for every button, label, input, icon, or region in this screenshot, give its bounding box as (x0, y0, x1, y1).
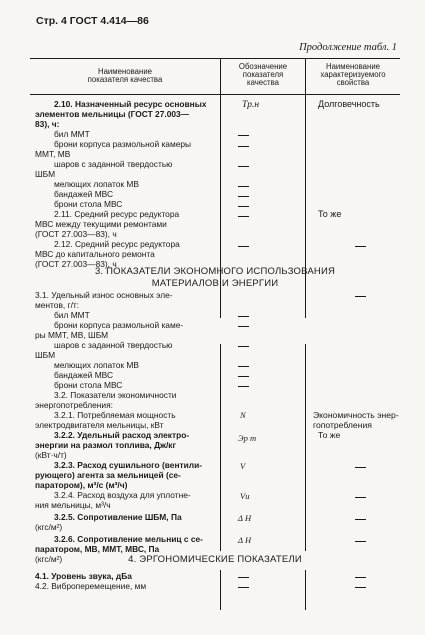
row-item: бандажей МВС (54, 370, 114, 380)
col-header-line: показателя (242, 70, 284, 79)
row-item-cont: ММТ, МВ (35, 149, 71, 159)
row-3-2-2-cont: энергии на размол топлива, Дж/кг (35, 440, 176, 450)
property-same: То же (318, 430, 341, 440)
symbol-air-flow: Vи (240, 491, 250, 501)
col-divider-1-b (220, 344, 221, 551)
row-3-2-6-cont: (кгс/м²) (35, 554, 63, 564)
row-2-10-cont: 83), ч: (35, 119, 60, 129)
section-3-title-line2: МАТЕРИАЛОВ И ЭНЕРГИИ (151, 278, 279, 289)
dash (355, 467, 366, 468)
col-header-line: Наименование (97, 67, 153, 76)
row-3-2-3: 3.2.3. Расход сушильного (вентили- (54, 460, 203, 470)
table-continuation-label: Продолжение табл. 1 (299, 42, 397, 53)
col-header-property (306, 63, 400, 87)
row-2-11: 2.11. Средний ресурс редуктора (54, 209, 180, 219)
dash (238, 326, 249, 327)
col-header-line: Наименование (325, 62, 381, 71)
dash (238, 316, 249, 317)
row-3-2: 3.2. Показатели экономичности (54, 390, 177, 400)
row-3-2-3-cont: рующего) агента за мельницей (се- (35, 470, 181, 480)
row-3-2-4-cont: ния мельницы, м³/ч (35, 500, 111, 510)
col-header-line: показателя качества (87, 75, 163, 84)
row-4-2: 4.2. Виброперемещение, мм (35, 581, 147, 591)
row-item: бил ММТ (54, 129, 90, 139)
dash (238, 386, 249, 387)
row-2-11-cont: МВС между текущими ремонтами (35, 219, 167, 229)
section-4-title: 4. ЭРГОНОМИЧЕСКИЕ ПОКАЗАТЕЛИ (128, 554, 302, 565)
dash (238, 216, 249, 217)
table-top-rule (30, 58, 400, 59)
symbol-resistance-separator: Δ H (238, 535, 252, 545)
property-energy-economy: Экономичность энер- (313, 410, 399, 420)
row-3-2-6-cont: паратором, МВ, ММТ, МВС, Па (35, 544, 160, 554)
row-item: бил ММТ (54, 310, 90, 320)
row-3-2-cont: энергопотребления: (35, 400, 113, 410)
row-4-1: 4.1. Уровень звука, дБа (35, 571, 132, 581)
row-3-2-4: 3.2.4. Расход воздуха для уплотне- (54, 490, 191, 500)
col-divider-2-c (305, 570, 306, 610)
dash (355, 577, 366, 578)
dash (238, 587, 249, 588)
symbol-resistance-shbm: Δ H (238, 513, 252, 523)
row-3-2-5-cont: (кгс/м²) (35, 522, 63, 532)
row-2-10-cont: элементов мельницы (ГОСТ 27.003— (35, 109, 190, 119)
row-3-1-cont: ментов, г/т: (35, 300, 80, 310)
dash (355, 519, 366, 520)
dash (238, 366, 249, 367)
row-3-2-2: 3.2.2. Удельный расход электро- (54, 430, 190, 440)
page-header: Стр. 4 ГОСТ 4.414—86 (36, 15, 149, 27)
dash (355, 587, 366, 588)
row-2-12-cont: МВС до капитального ремонта (35, 249, 155, 259)
row-3-2-1: 3.2.1. Потребляемая мощность (54, 410, 176, 420)
row-2-10: 2.10. Назначенный ресурс основных (54, 99, 207, 109)
col-header-symbol (221, 63, 305, 87)
row-3-1: 3.1. Удельный износ основных эле- (35, 290, 173, 300)
property-durability: Долговечность (318, 99, 380, 109)
symbol-resource: Tр.н (242, 100, 260, 110)
col-divider-1-c (220, 570, 221, 610)
row-2-12: 2.12. Средний ресурс редуктора (54, 239, 180, 249)
row-2-11-cont: (ГОСТ 27.003—83), ч (35, 229, 117, 239)
row-3-2-6: 3.2.6. Сопротивление мельниц с се- (54, 534, 203, 544)
dash (238, 196, 249, 197)
symbol-specific-energy: Эр т (238, 433, 257, 443)
row-3-2-5: 3.2.5. Сопротивление ШБМ, Па (54, 512, 182, 522)
dash (355, 296, 366, 297)
dash (238, 246, 249, 247)
symbol-power: N (240, 410, 246, 420)
row-item-cont: ШБМ (35, 169, 56, 179)
dash (238, 206, 249, 207)
row-item: брони стола МВС (54, 380, 123, 390)
row-item: брони стола МВС (54, 199, 123, 209)
col-header-indicator (30, 68, 220, 84)
row-3-2-3-cont: паратором), м³/с (м³/ч) (35, 480, 128, 490)
dash (238, 376, 249, 377)
row-item: мелющих лопаток МВ (54, 179, 139, 189)
row-item: шаров с заданной твердостью (54, 340, 173, 350)
section-3-title-line1: 3. ПОКАЗАТЕЛИ ЭКОНОМНОГО ИСПОЛЬЗОВАНИЯ (94, 266, 336, 277)
property-same: То же (318, 209, 342, 219)
col-header-line: характеризуемого (320, 70, 386, 79)
dash (238, 186, 249, 187)
dash (238, 346, 249, 347)
symbol-drying-flow: V (240, 461, 246, 471)
col-divider-2-b (305, 344, 306, 551)
row-item: бандажей МВС (54, 189, 114, 199)
dash (355, 497, 366, 498)
row-item: мелющих лопаток МВ (54, 360, 139, 370)
col-header-line: качества (246, 78, 279, 87)
row-3-2-2-cont: (кВт·ч/т) (35, 450, 67, 460)
header-bottom-rule (30, 94, 400, 95)
row-item: брони корпуса размольной камеры (54, 139, 192, 149)
quality-indicators-table (30, 58, 400, 610)
dash (238, 166, 249, 167)
dash (355, 541, 366, 542)
row-item: шаров с заданной твердостью (54, 159, 173, 169)
dash (238, 135, 249, 136)
row-item-cont: ры ММТ, МВ, ШБМ (35, 330, 109, 340)
row-item: брони корпуса размольной каме- (54, 320, 184, 330)
row-2-12-cont: (ГОСТ 27.003—83), ч (35, 259, 117, 269)
dash (238, 146, 249, 147)
col-header-line: свойства (336, 78, 370, 87)
dash (238, 577, 249, 578)
col-header-line: Обозначение (238, 62, 288, 71)
property-energy-economy-cont: гопотребления (313, 420, 372, 430)
row-3-2-1-cont: электродвигателя мельницы, кВт (35, 420, 164, 430)
dash (355, 246, 366, 247)
row-item-cont: ШБМ (35, 350, 56, 360)
